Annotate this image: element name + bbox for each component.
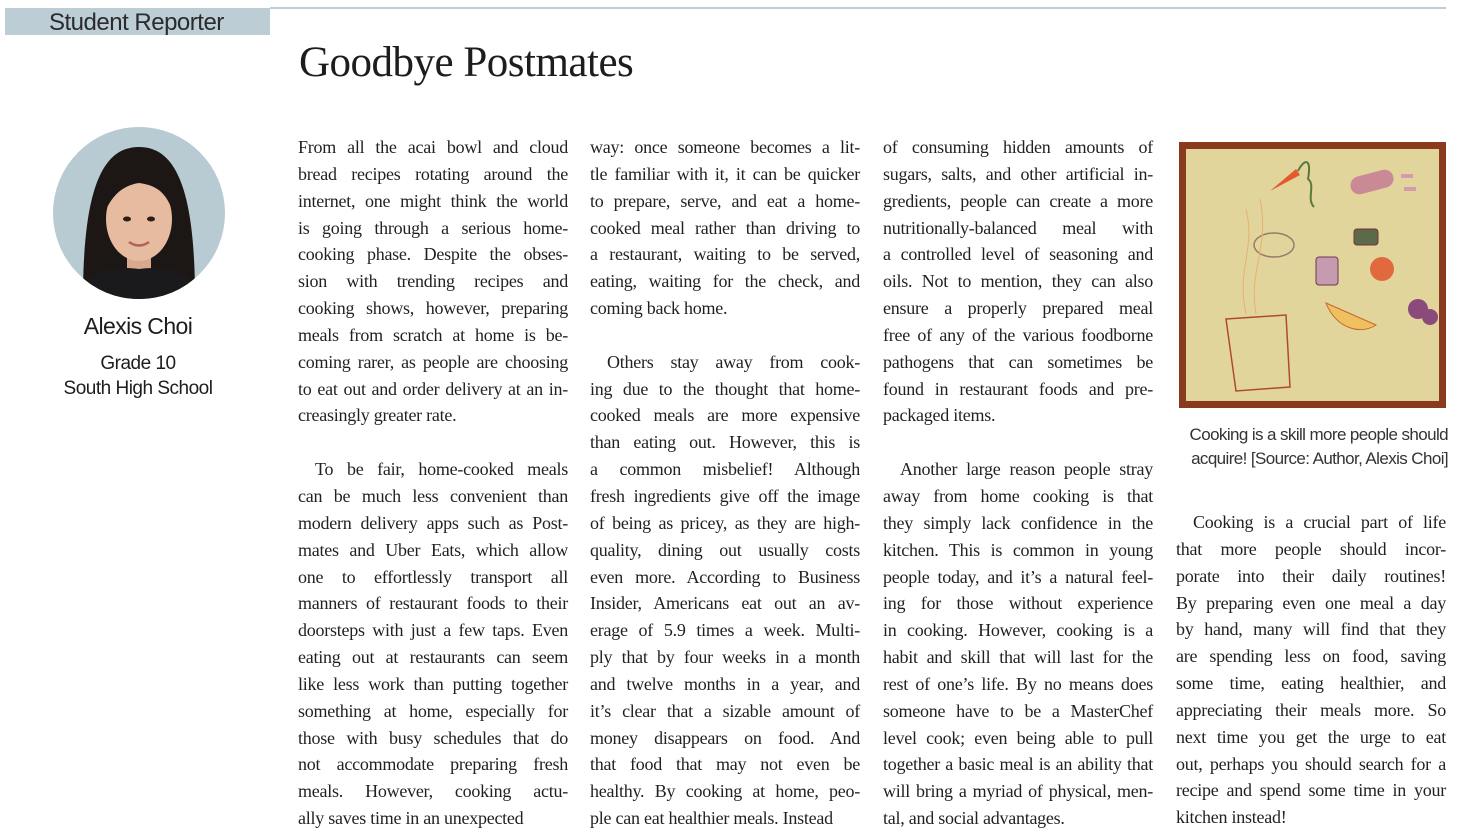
text-line: eating out at restaurants can seem xyxy=(298,647,568,668)
text-line: out, perhaps you should search for a xyxy=(1176,753,1446,774)
onion-icon xyxy=(1408,299,1438,325)
text-line: and twelve months in a year, and xyxy=(590,673,860,694)
text-line: Cooking is a crucial part of life xyxy=(1193,512,1446,532)
text-line: appreciating their meals more. So xyxy=(1176,699,1446,720)
text-line: kitchen instead! xyxy=(1176,807,1287,828)
text-line: that food that may not even be xyxy=(590,754,860,775)
article-column-2 xyxy=(590,134,860,832)
text-line: ple can eat healthier meals. Instead xyxy=(590,808,833,829)
article-title: Goodbye Postmates xyxy=(299,39,634,86)
text-line: sion with trending recipes and xyxy=(298,271,568,292)
text-line: something at home, especially for xyxy=(298,700,568,721)
text-line: of consuming hidden amounts of xyxy=(883,137,1153,157)
text-line: way: once someone becomes a lit- xyxy=(590,137,860,157)
text-line: it’s clear that a sizable amount of xyxy=(590,700,860,721)
text-line: fresh ingredients give off the image xyxy=(590,485,860,506)
text-line: found in restaurant foods and pre- xyxy=(883,378,1153,399)
text-line: those with busy schedules that do xyxy=(298,727,568,748)
pot-icon xyxy=(1226,199,1290,391)
article-column-1 xyxy=(298,134,568,832)
top-rule xyxy=(270,7,1446,9)
text-line: free of any of the various foodborne xyxy=(883,324,1153,345)
text-line: By preparing even one meal a day xyxy=(1176,592,1446,613)
text-line: nutritionally-balanced meal with xyxy=(883,217,1153,238)
text-line: cooking shows, however, preparing xyxy=(298,298,568,319)
text-line: quality, dining out usually costs xyxy=(590,539,860,560)
text-line: From all the acai bowl and cloud xyxy=(298,137,568,157)
paragraph-gap xyxy=(590,322,860,349)
text-line: modern delivery apps such as Post- xyxy=(298,512,568,533)
text-line: healthy. By cooking at home, peo- xyxy=(590,781,860,802)
text-line: ing for those without experience xyxy=(883,593,1153,614)
text-line: gredients, people can create a more xyxy=(883,190,1153,211)
text-line: cooked meal rather than driving to xyxy=(590,217,860,238)
section-tag xyxy=(5,8,270,35)
text-line: by hand, many will find that they xyxy=(1176,619,1446,640)
paragraph-gap xyxy=(298,429,568,456)
basil-jar-icon xyxy=(1354,229,1378,245)
author-grade: Grade 10 xyxy=(100,353,176,374)
text-line: doorsteps with just a few taps. Even xyxy=(298,620,568,641)
text-line: pathogens that can sometimes be xyxy=(883,351,1153,372)
text-line: porate into their daily routines! xyxy=(1176,565,1446,586)
text-line: packaged items. xyxy=(883,405,996,426)
text-line: that more people should incor- xyxy=(1176,538,1446,559)
text-line: someone have to be a MasterChef xyxy=(883,700,1153,721)
text-line: creasingly greater rate. xyxy=(298,405,457,426)
text-line: next time you get the urge to eat xyxy=(1176,726,1446,747)
text-line: cooked meals are more expensive xyxy=(590,405,860,426)
cooking-illustration xyxy=(1179,142,1446,408)
text-line: like less work than putting together xyxy=(298,673,568,694)
text-line: kitchen. This is common in young xyxy=(883,539,1153,560)
section-tag-label: Student Reporter xyxy=(49,9,224,36)
author-photo xyxy=(53,127,225,299)
text-line: one to effortlessly transport all xyxy=(298,566,568,587)
text-line: Insider, Americans eat out an av- xyxy=(590,593,860,614)
text-line: than eating out. However, this is xyxy=(590,432,860,453)
text-line: rest of one’s life. By no means does xyxy=(883,673,1153,694)
text-line: ensure a properly prepared meal xyxy=(883,298,1153,319)
text-line: internet, one might think the world xyxy=(298,190,568,211)
melon-icon xyxy=(1326,303,1376,330)
sausage-icon xyxy=(1348,168,1416,197)
text-line: bread recipes rotating around the xyxy=(298,163,568,184)
text-line: in cooking. However, cooking is a xyxy=(883,620,1153,641)
tomato-icon xyxy=(1370,257,1394,281)
caption-line: acquire! [Source: Author, Alexis Choi] xyxy=(1191,449,1448,468)
text-line: eating, waiting for the check, and xyxy=(590,271,860,292)
text-line: Another large reason people stray xyxy=(900,459,1153,480)
text-line: will bring a myriad of physical, men- xyxy=(883,781,1153,802)
text-line: a common misbelief! Although xyxy=(590,459,860,480)
text-line: a restaurant, waiting to be served, xyxy=(590,244,860,265)
text-line: mates and Uber Eats, which allow xyxy=(298,539,568,560)
text-line: habit and skill that will last for the xyxy=(883,647,1153,668)
text-line: to prepare, serve, and eat a home- xyxy=(590,190,860,211)
text-line: can be much less convenient than xyxy=(298,485,568,506)
caption-line: Cooking is a skill more people should xyxy=(1189,425,1448,444)
text-line: is going through a serious home- xyxy=(298,217,568,238)
text-line: recipe and spend some time in your xyxy=(1176,780,1446,801)
text-line: away from home cooking is that xyxy=(883,485,1153,506)
text-line: are spending less on food, saving xyxy=(1176,646,1446,667)
text-line: sugars, salts, and other artificial in- xyxy=(883,163,1153,184)
article-column-4 xyxy=(1176,509,1446,831)
text-line: ally saves time in an unexpected xyxy=(298,808,524,829)
text-line: cooking phase. Despite the obses- xyxy=(298,244,568,265)
article-column-3 xyxy=(883,134,1153,832)
author-school: South High School xyxy=(63,378,213,399)
text-line: tle familiar with it, it can be quicker xyxy=(590,163,860,184)
spice-jar-icon xyxy=(1316,257,1338,285)
text-line: ing due to the thought that home- xyxy=(590,378,860,399)
text-line: coming back home. xyxy=(590,298,728,319)
text-line: erage of 5.9 times a week. Multi- xyxy=(590,620,860,641)
text-line: of being as pricey, as they are high- xyxy=(590,512,860,533)
text-line: oils. Not to mention, they can also xyxy=(883,271,1153,292)
text-line: ply that by four weeks in a month xyxy=(590,647,860,668)
text-line: To be fair, home-cooked meals xyxy=(315,459,568,480)
paragraph-gap xyxy=(883,429,1153,456)
figure-caption xyxy=(1176,423,1448,471)
text-line: manners of restaurant foods to their xyxy=(298,593,568,614)
text-line: people today, and it’s a natural feel- xyxy=(883,566,1153,587)
text-line: money disappears on food. And xyxy=(590,727,860,748)
text-line: meals from scratch at home is be- xyxy=(298,324,568,345)
text-line: together a basic meal is an ability that xyxy=(883,754,1153,775)
text-line: even more. According to Business xyxy=(590,566,860,587)
text-line: to eat out and order delivery at an in- xyxy=(298,378,568,399)
text-line: coming rarer, as people are choosing xyxy=(298,351,568,372)
text-line: meals. However, cooking actu- xyxy=(298,781,568,802)
text-line: Others stay away from cook- xyxy=(607,351,860,372)
author-name: Alexis Choi xyxy=(83,313,193,339)
text-line: not accommodate preparing fresh xyxy=(298,754,568,775)
text-line: a controlled level of seasoning and xyxy=(883,244,1153,265)
carrot-icon xyxy=(1270,162,1314,207)
text-line: tal, and social advantages. xyxy=(883,808,1065,829)
text-line: level cook; even being able to pull xyxy=(883,727,1153,748)
text-line: they simply lack confidence in the xyxy=(883,512,1153,533)
text-line: some time, eating healthier, and xyxy=(1176,673,1446,694)
